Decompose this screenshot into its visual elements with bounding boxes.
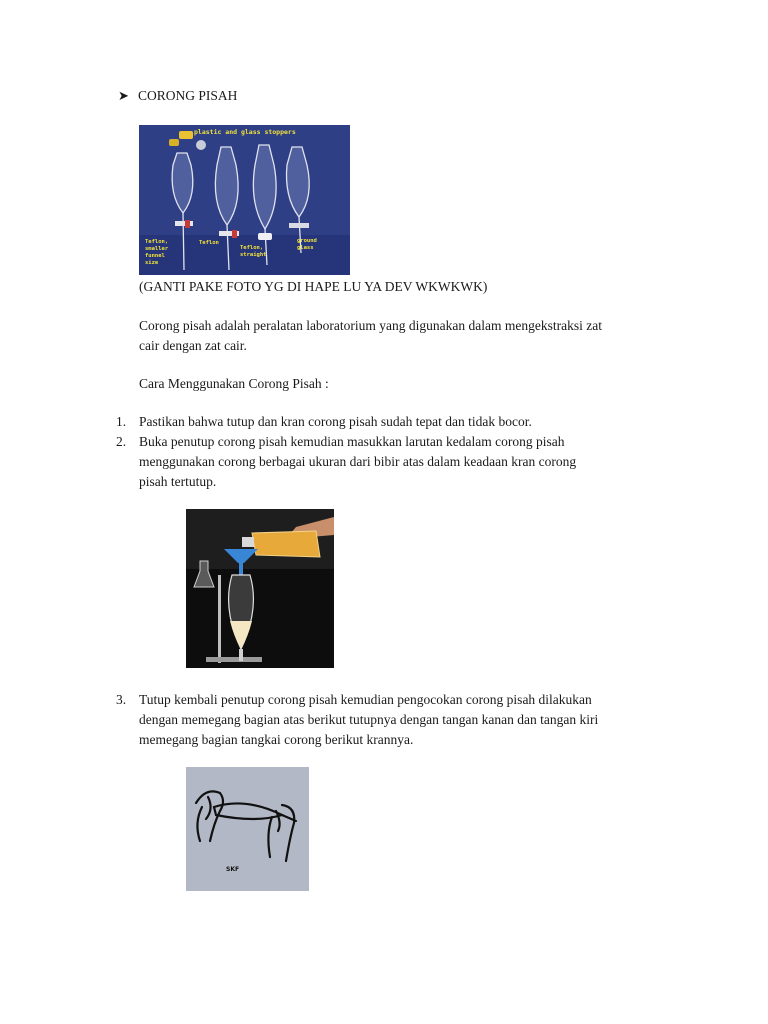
how-to-title: Cara Menggunakan Corong Pisah : <box>139 376 329 391</box>
definition-line-2: cair dengan zat cair. <box>139 338 247 353</box>
fig1-caption: plastic and glass stoppers <box>194 128 296 136</box>
fig1-label: funnel <box>145 253 165 259</box>
arrow-bullet-icon: ➤ <box>118 88 129 103</box>
figure-mark: SKF <box>226 866 240 873</box>
step-3-line: Tutup kembali penutup corong pisah kemudian pengocokan corong pisah dilakukan <box>139 692 592 707</box>
step-3-line: memegang bagian tangkai corong berikut krannya. <box>139 732 414 747</box>
shaking-funnel-drawing <box>186 767 309 891</box>
fig1-label: Teflon <box>199 240 219 246</box>
fig1-label: ground <box>297 238 317 244</box>
fig1-label: size <box>145 260 159 266</box>
step-2-line: pisah tertutup. <box>139 474 217 489</box>
fig1-label: straight <box>240 252 267 258</box>
step-number: 1. <box>116 414 127 429</box>
section-heading <box>118 86 237 106</box>
step-1-line: Pastikan bahwa tutup dan kran corong pisah sudah tepat dan tidak bocor. <box>139 414 532 429</box>
replace-photo-note: (GANTI PAKE FOTO YG DI HAPE LU YA DEV WKWKWK) <box>139 279 488 294</box>
fig1-label: Teflon, <box>145 239 169 245</box>
step-number: 3. <box>116 692 127 707</box>
fig1-label: glass <box>297 245 314 251</box>
separatory-funnels-photo <box>139 125 350 275</box>
fig1-label: smaller <box>145 246 169 252</box>
step-number: 2. <box>116 434 127 449</box>
heading-text: CORONG PISAH <box>138 88 238 103</box>
step-2-line: Buka penutup corong pisah kemudian masukkan larutan kedalam corong pisah <box>139 434 565 449</box>
pouring-liquid-photo <box>186 509 334 668</box>
step-3-line: dengan memegang bagian atas berikut tutupnya dengan tangan kanan dan tangan kiri <box>139 712 599 727</box>
step-2-line: menggunakan corong berbagai ukuran dari bibir atas dalam keadaan kran corong <box>139 454 577 469</box>
definition-line-1: Corong pisah adalah peralatan laboratorium yang digunakan dalam mengekstraksi zat <box>139 318 602 333</box>
fig1-label: Teflon, <box>240 245 264 251</box>
